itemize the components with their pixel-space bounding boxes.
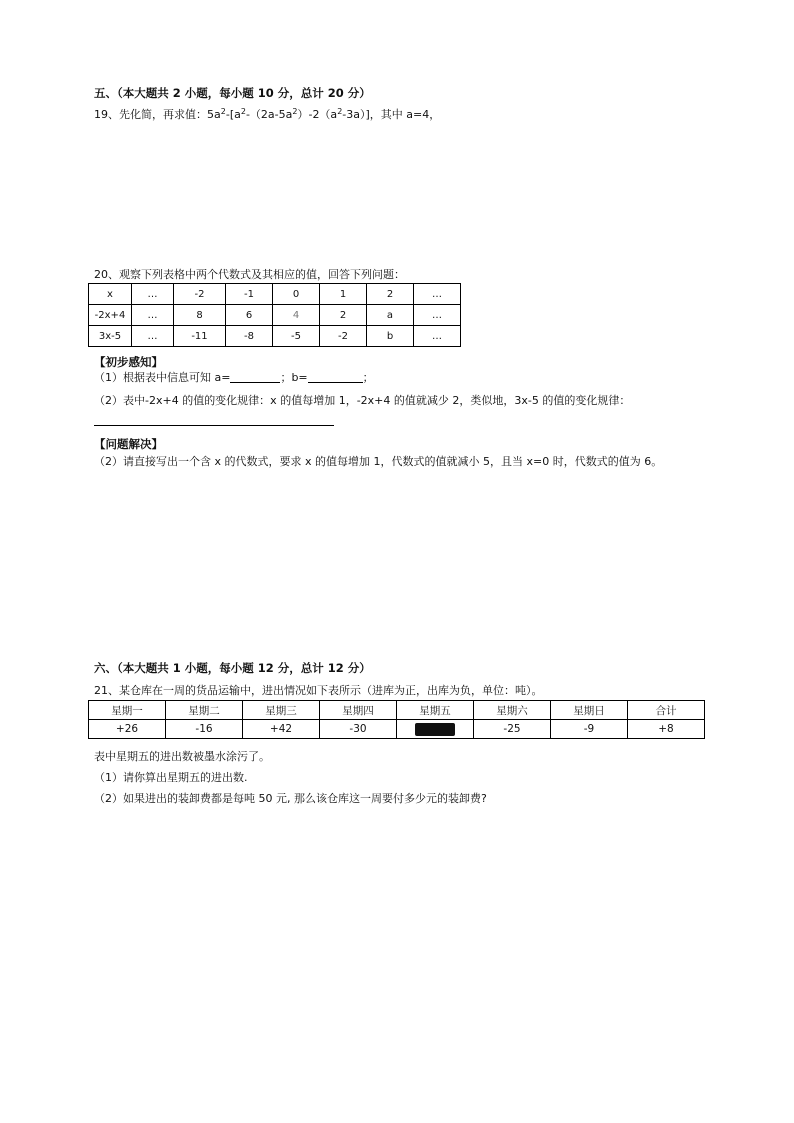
answer-blank-b[interactable]: [308, 372, 363, 383]
table-cell: …: [132, 284, 174, 305]
table-cell: -11: [174, 326, 226, 347]
question-21-intro: 21、某仓库在一周的货品运输中，进出情况如下表所示（进库为正，出库为负，单位：吨）。: [94, 684, 543, 697]
q20-part1-end: ；: [362, 371, 374, 384]
table-cell: a: [367, 305, 414, 326]
table-header-cell: 星期一: [89, 701, 166, 720]
section-5-heading: 五、（本大题共 2 小题，每小题 10 分，总计 20 分）: [94, 86, 371, 100]
table-header-cell: 星期六: [474, 701, 551, 720]
table-cell: 3x-5: [89, 326, 132, 347]
table-cell: -16: [166, 720, 243, 739]
table-header-cell: 星期三: [243, 701, 320, 720]
table-cell: 2: [320, 305, 367, 326]
table-cell: +42: [243, 720, 320, 739]
table-header-cell: 星期四: [320, 701, 397, 720]
table-cell: 6: [226, 305, 273, 326]
table-row: [89, 326, 461, 347]
table-cell: 0: [273, 284, 320, 305]
q21-part2: （2）如果进出的装卸费都是每吨 50 元, 那么该仓库这一周要付多少元的装卸费?: [94, 792, 487, 805]
table-cell: -1: [226, 284, 273, 305]
q20-part1-pre: （1）根据表中信息可知 a=: [94, 371, 231, 384]
section-6-heading: 六、（本大题共 1 小题，每小题 12 分，总计 12 分）: [94, 661, 371, 675]
table-cell: b: [367, 326, 414, 347]
table-cell: -9: [551, 720, 628, 739]
table-cell: +26: [89, 720, 166, 739]
q19-exp-2: 2: [240, 107, 246, 116]
table-cell: …: [132, 305, 174, 326]
table-row: [89, 720, 705, 739]
table-cell: 1: [320, 284, 367, 305]
table-cell: -25: [474, 720, 551, 739]
table-row: [89, 305, 461, 326]
q20-part1: [94, 371, 374, 385]
answer-line-rule[interactable]: [94, 425, 334, 426]
table-cell: -2x+4: [89, 305, 132, 326]
q19-mid1: -[a: [225, 108, 241, 121]
table-cell: …: [414, 305, 461, 326]
q20-value-table: [88, 283, 461, 347]
table-cell: -8: [226, 326, 273, 347]
answer-blank-a[interactable]: [230, 372, 280, 383]
table-cell: x: [89, 284, 132, 305]
table-cell: -30: [320, 720, 397, 739]
q20-part3: （2）请直接写出一个含 x 的代数式，要求 x 的值每增加 1，代数式的值就减小 5，且当 x=0 时，代数式的值为 6。: [94, 455, 663, 468]
ink-smudge: [415, 723, 455, 736]
table-cell: 8: [174, 305, 226, 326]
q21-part1: （1）请你算出星期五的进出数.: [94, 771, 248, 784]
question-19: [94, 108, 440, 122]
bracket-preliminary: 【初步感知】: [94, 355, 163, 369]
q19-pre: 19、先化简，再求值：5a: [94, 108, 221, 121]
table-cell: 2: [367, 284, 414, 305]
ink-smudge-cell: [397, 720, 474, 739]
q19-exp-1: 2: [220, 107, 226, 116]
table-cell: -2: [320, 326, 367, 347]
q19-mid2: -（2a-5a: [245, 108, 293, 121]
q19-mid4: -3a）]，其中 a=4，: [342, 108, 441, 121]
table-cell: -5: [273, 326, 320, 347]
table-header-cell: 合计: [628, 701, 705, 720]
q21-note: 表中星期五的进出数被墨水涂污了。: [94, 750, 270, 763]
q20-part2: （2）表中-2x+4 的值的变化规律：x 的值每增加 1，-2x+4 的值就减少 2，类似地，3x-5 的值的变化规律：: [94, 394, 631, 407]
q19-mid3: ）-2（a: [297, 108, 338, 121]
table-header-cell: 星期二: [166, 701, 243, 720]
table-cell: …: [414, 326, 461, 347]
q19-exp-3: 2: [292, 107, 298, 116]
table-cell: +8: [628, 720, 705, 739]
q21-warehouse-table: [88, 700, 705, 739]
table-header-cell: 星期五: [397, 701, 474, 720]
table-cell: …: [414, 284, 461, 305]
table-row: [89, 701, 705, 720]
table-cell: …: [132, 326, 174, 347]
table-cell: 4: [273, 305, 320, 326]
bracket-problem-solving: 【问题解决】: [94, 437, 163, 451]
q19-exp-4: 2: [337, 107, 343, 116]
question-20-intro: 20、观察下列表格中两个代数式及其相应的值，回答下列问题：: [94, 268, 405, 281]
q20-part1-mid: ；b=: [280, 371, 308, 384]
table-row: [89, 284, 461, 305]
table-header-cell: 星期日: [551, 701, 628, 720]
table-cell: -2: [174, 284, 226, 305]
